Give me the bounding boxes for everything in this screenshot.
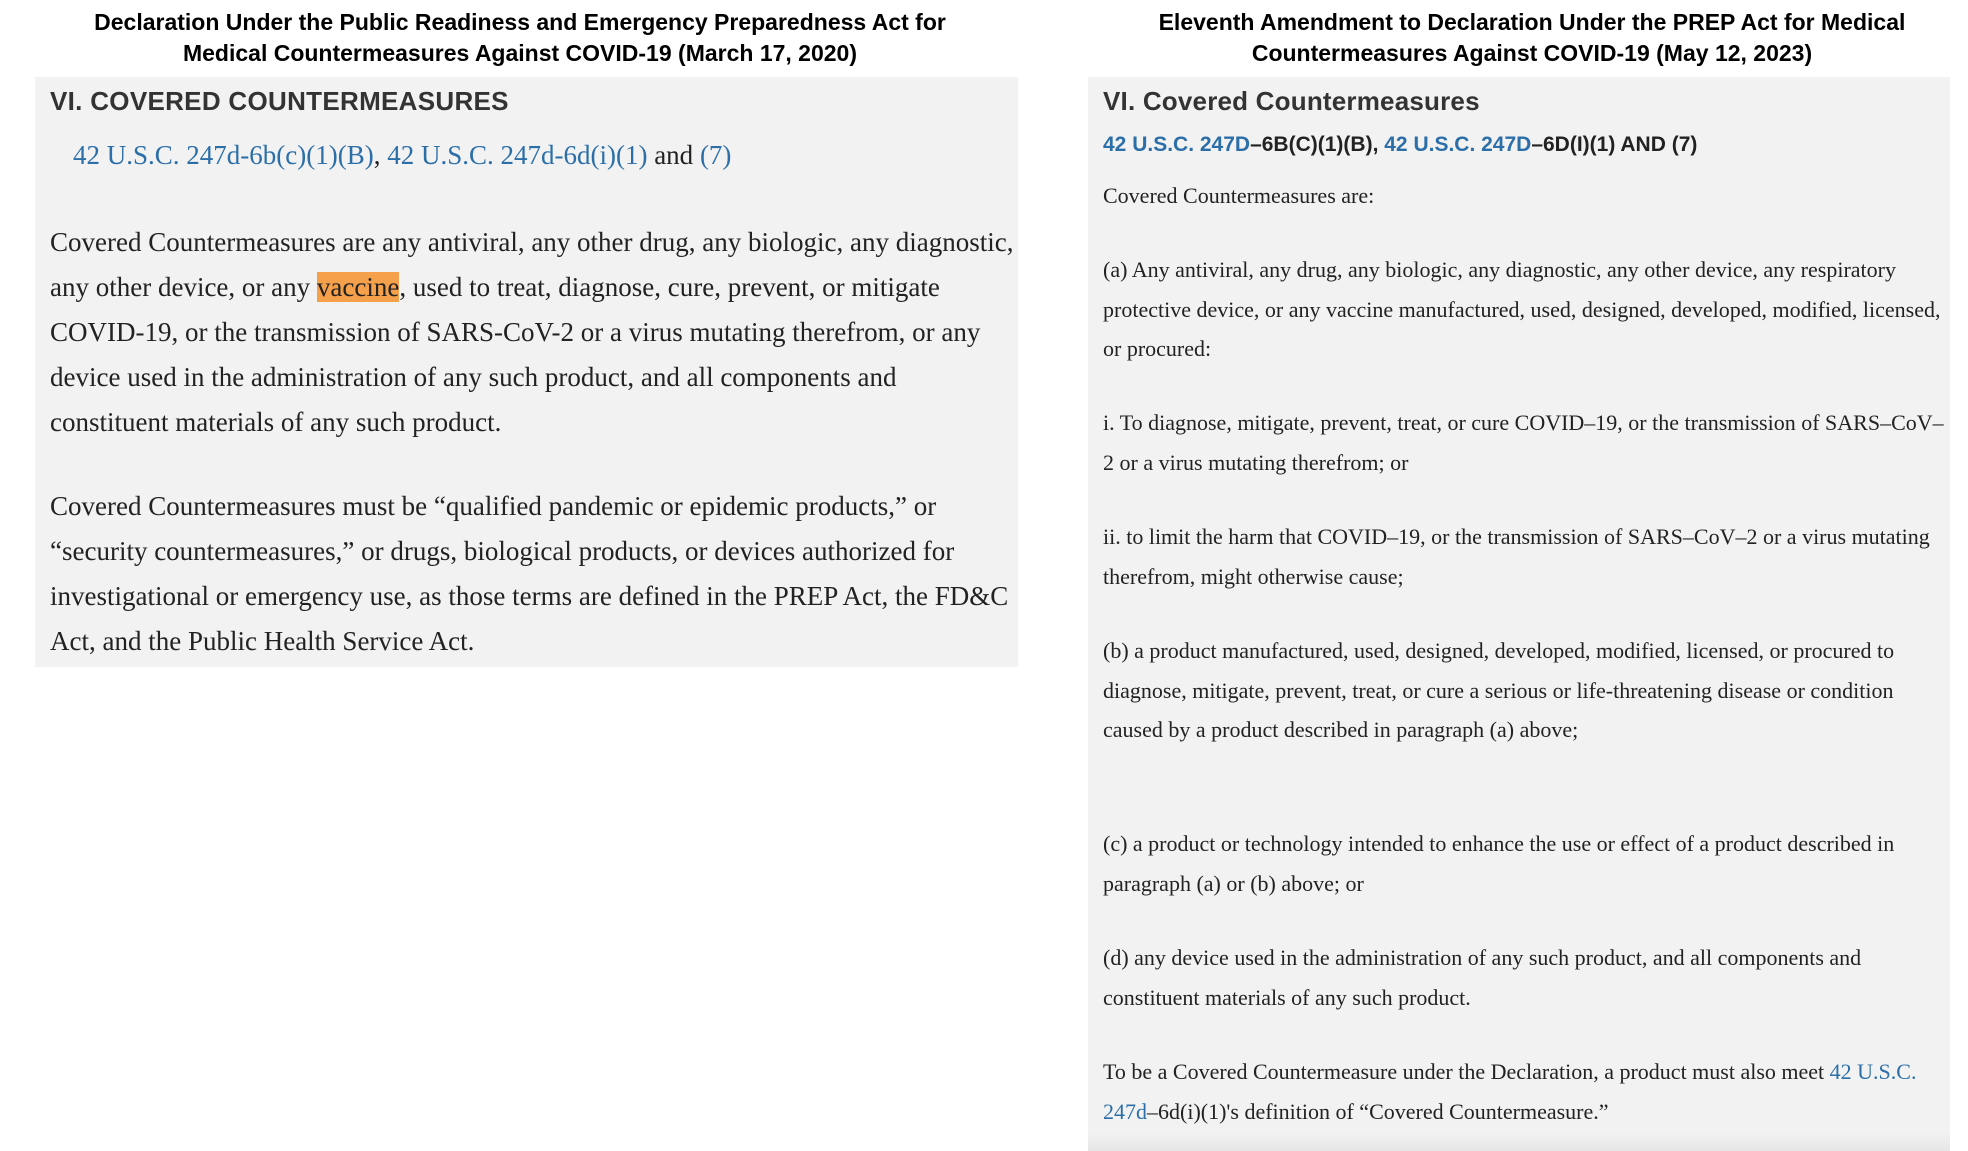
- right-intro: Covered Countermeasures are:: [1103, 183, 1375, 208]
- citation-and: and: [647, 140, 700, 170]
- left-section-heading: VI. COVERED COUNTERMEASURES: [50, 86, 509, 116]
- left-paragraph-requirements: Covered Countermeasures must be “qualified pandemic or epidemic products,” or “security countermeasures,” or drugs, biological products, or devices authorized for investigational or emergency use, as those terms are defined in the PREP Act, the FD&C Act, and the Public Health Service Act.: [50, 491, 1009, 656]
- right-paragraph-c: (c) a product or technology intended to enhance the use or effect of a product described in paragraph (a) or (b) above; or: [1103, 831, 1895, 896]
- citation-link-247d-6d[interactable]: 42 U.S.C. 247d-6d(i)(1): [387, 140, 648, 170]
- citation-rest-a: –6B(C)(1)(B),: [1250, 133, 1385, 156]
- citation-link-247D-b[interactable]: 42 U.S.C. 247D: [1384, 133, 1532, 156]
- left-excerpt-panel: [35, 77, 1018, 667]
- left-p1-text-after: , used to treat, diagnose, cure, prevent, or mitigate COVID-19, or the transmission of SARS-CoV-2 or a virus mutating therefrom, or any device used in the administration of any such product, and all components and constituent materials of any such product.: [50, 272, 981, 437]
- final-text-before: To be a Covered Countermeasure under the Declaration, a product must also meet: [1103, 1059, 1830, 1084]
- right-excerpt-panel: [1088, 77, 1950, 1151]
- left-p1-text-before: Covered Countermeasures are any antiviral, any other drug, any biologic, any diagnostic, any other device, or any: [50, 227, 1014, 302]
- citation-link-247D-a[interactable]: 42 U.S.C. 247D: [1103, 133, 1251, 156]
- left-citations: [73, 140, 731, 171]
- right-section-heading: VI. Covered Countermeasures: [1103, 86, 1480, 116]
- right-column-title: [1092, 7, 1968, 69]
- left-column-title: [40, 7, 1000, 69]
- right-title-line-1: Eleventh Amendment to Declaration Under the PREP Act for Medical: [1158, 9, 1906, 35]
- citation-link-247d-6b[interactable]: 42 U.S.C. 247d-6b(c)(1)(B): [73, 140, 374, 170]
- right-paragraph-final: [1103, 1052, 1948, 1131]
- right-paragraph-d: (d) any device used in the administration of any such product, and all components and constituent materials of any such product.: [1103, 945, 1862, 1010]
- right-paragraph-i: i. To diagnose, mitigate, prevent, treat, or cure COVID–19, or the transmission of SARS–CoV–2 or a virus mutating therefrom; or: [1103, 410, 1944, 475]
- highlighted-word-vaccine: vaccine: [316, 272, 400, 302]
- right-paragraph-b: (b) a product manufactured, used, designed, developed, modified, licensed, or procured to diagnose, mitigate, prevent, treat, or cure a serious or life-threatening disease or condition caused by a product described in paragraph (a) above;: [1103, 638, 1895, 742]
- citation-link-7[interactable]: (7): [699, 140, 732, 170]
- right-citations: [1103, 133, 1697, 157]
- citation-rest-b: –6D(I)(1) AND (7): [1531, 133, 1698, 156]
- right-title-line-2: Countermeasures Against COVID-19 (May 12, 2023): [1251, 40, 1813, 66]
- right-paragraph-a: (a) Any antiviral, any drug, any biologic, any diagnostic, any other device, any respiratory protective device, or any vaccine manufactured, used, designed, developed, modified, licensed, or procured:: [1103, 257, 1941, 361]
- left-title-line-2: Medical Countermeasures Against COVID-19 (March 17, 2020): [182, 40, 858, 66]
- left-title-line-1: Declaration Under the Public Readiness and Emergency Preparedness Act for: [94, 9, 946, 35]
- citation-separator: ,: [373, 140, 388, 170]
- final-text-after: –6d(i)(1)'s definition of “Covered Countermeasure.”: [1147, 1098, 1609, 1124]
- citation-link-247d-final[interactable]: 42 U.S.C. 247d: [1103, 1059, 1917, 1124]
- right-paragraph-ii: ii. to limit the harm that COVID–19, or the transmission of SARS–CoV–2 or a virus mutating therefrom, might otherwise cause;: [1103, 524, 1930, 589]
- left-paragraph-definition: [50, 220, 1020, 445]
